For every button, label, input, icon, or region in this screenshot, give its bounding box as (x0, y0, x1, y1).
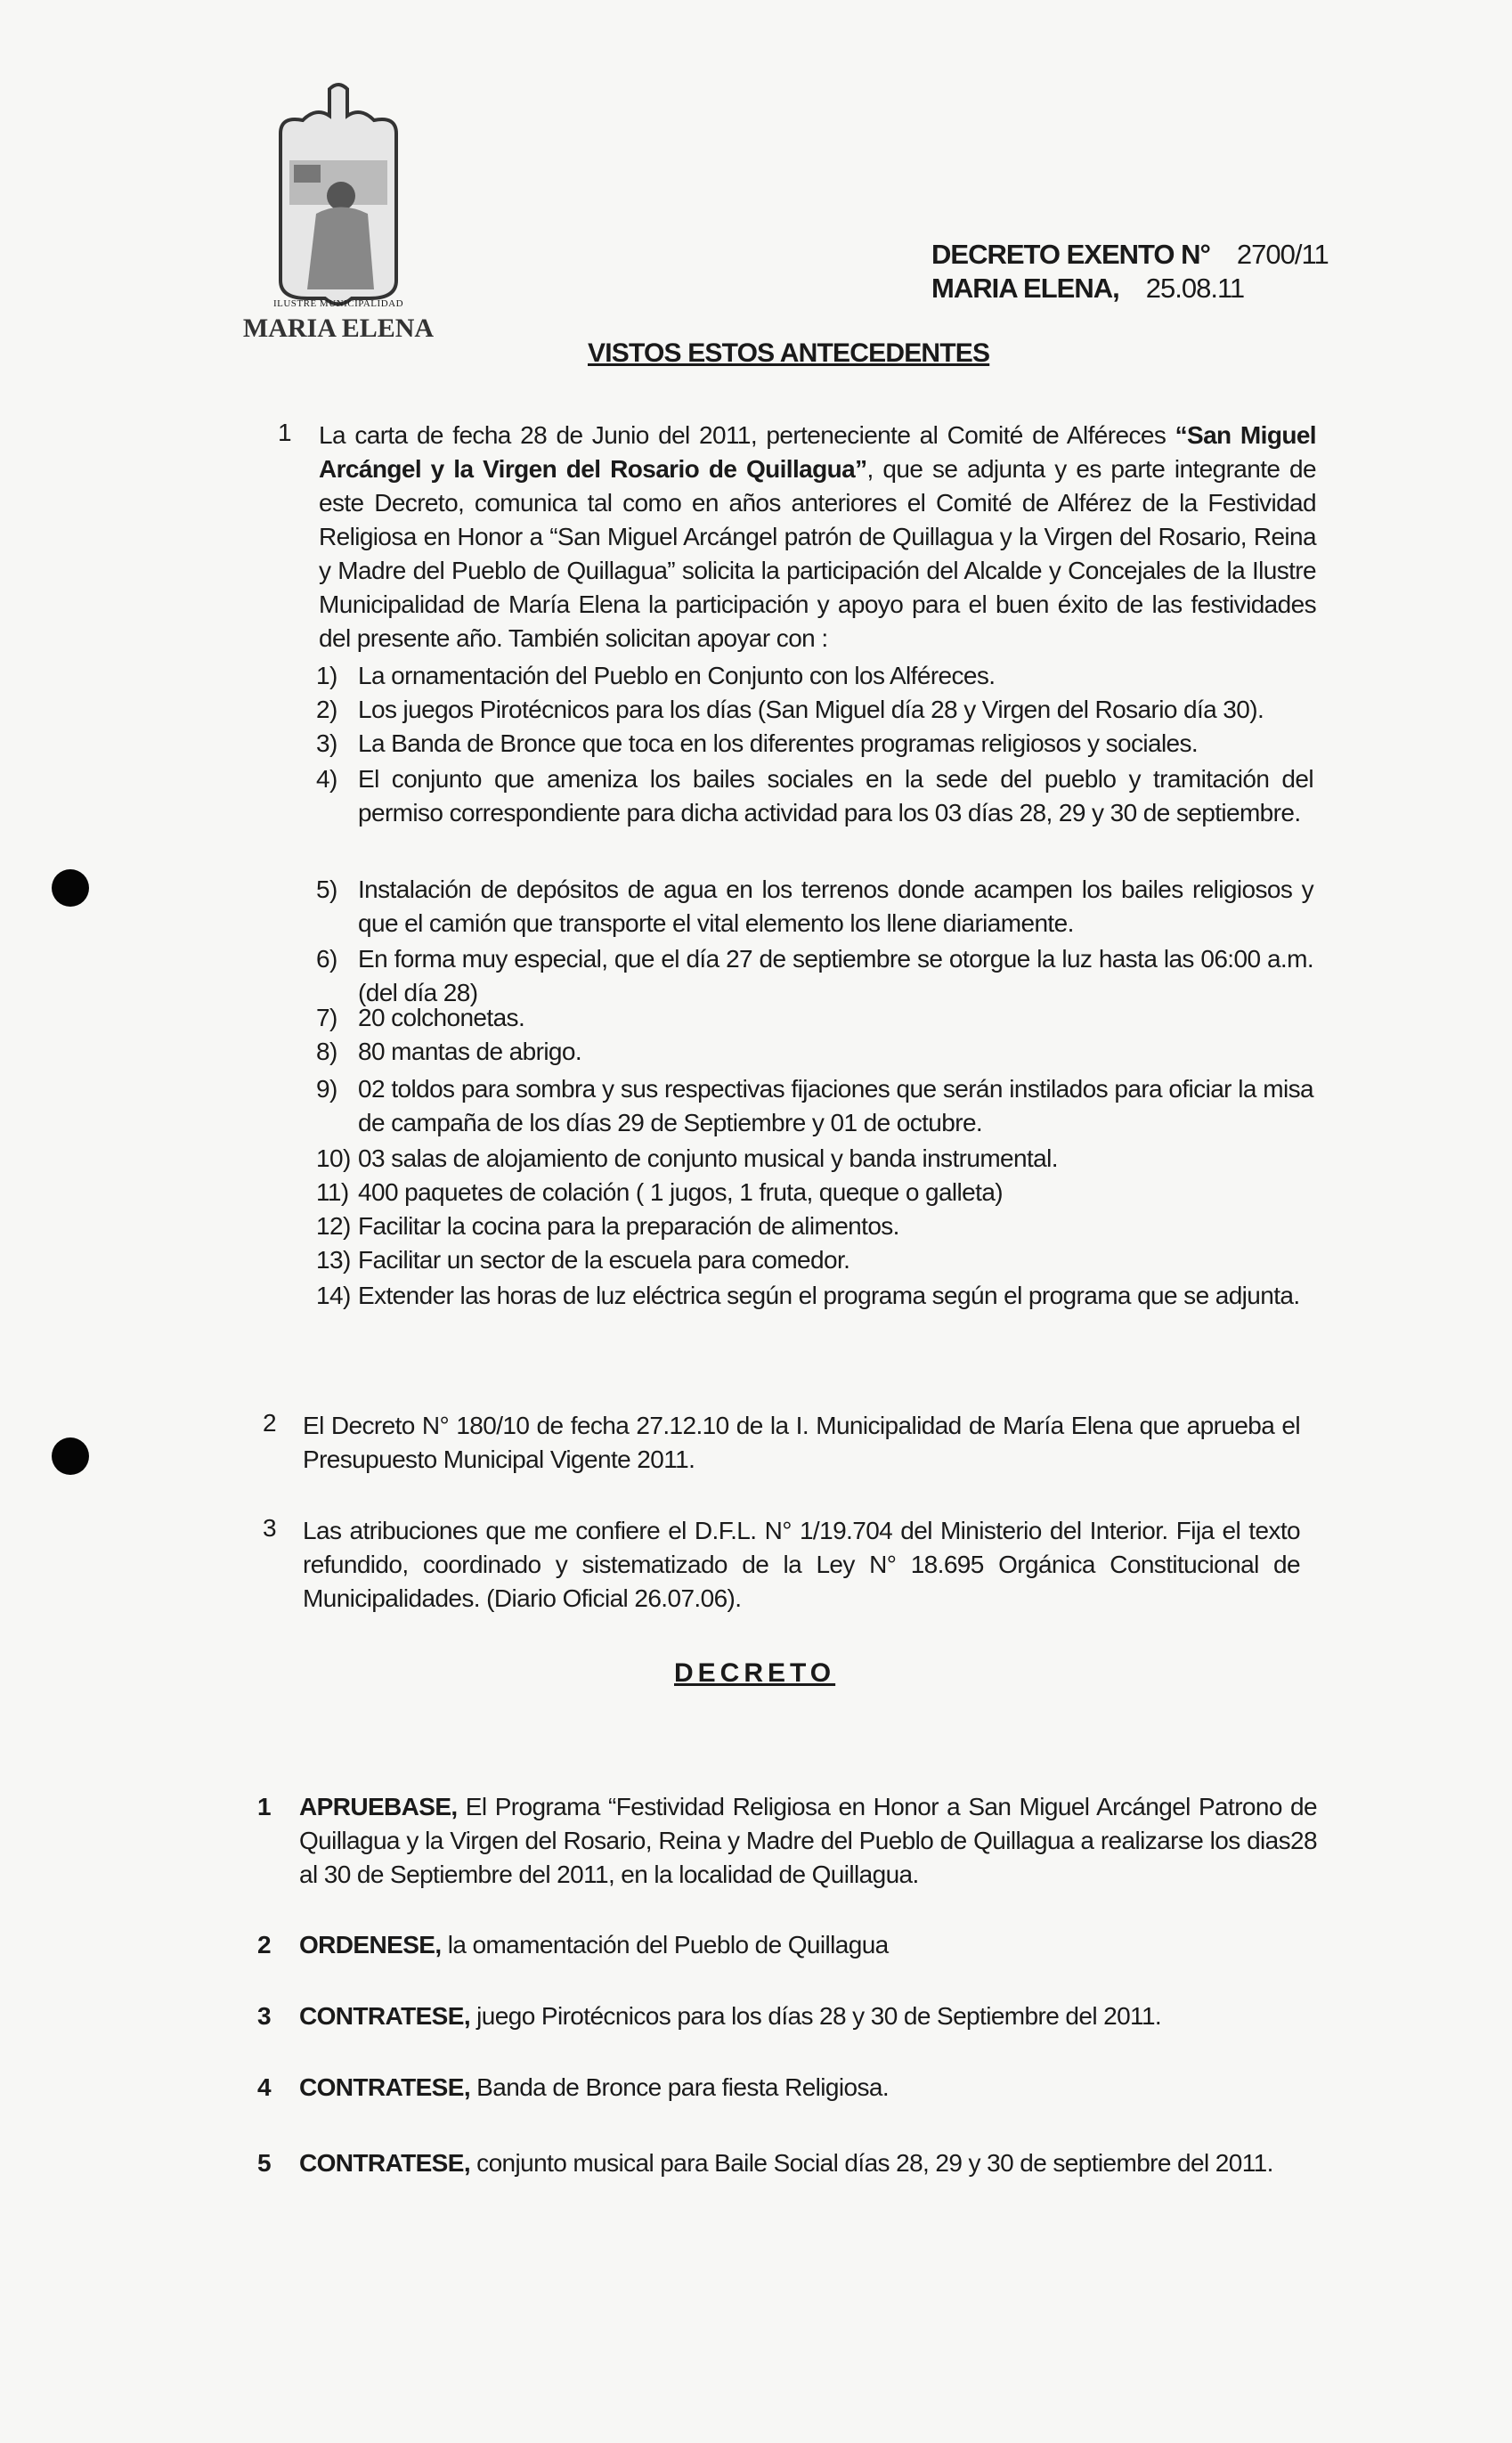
paragraph-text: La carta de fecha 28 de Junio del 2011, perteneciente al Comité de Alféreces (319, 421, 1175, 449)
article-verb: ORDENESE, (299, 1931, 442, 1958)
request-number: 2) (316, 696, 337, 723)
decree-article (257, 1999, 1317, 2033)
antecedente-paragraph: Las atribuciones que me confiere el D.F.L. N° 1/19.704 del Ministerio del Interior. Fija el texto refundido, coordinado y sistematizado de la Ley N° 18.695 Orgánica Constitucional de Municipalidades. (Diario Oficial 26.07.06). (303, 1517, 1300, 1612)
request-text: La Banda de Bronce que toca en los diferentes programas religiosos y sociales. (358, 729, 1199, 757)
article-number: 2 (257, 1931, 271, 1958)
logo-caption-name: MARIA ELENA (242, 314, 435, 343)
request-number: 14) (316, 1282, 351, 1309)
request-item (316, 1243, 1313, 1277)
antecedente-paragraph: El Decreto N° 180/10 de fecha 27.12.10 de la I. Municipalidad de María Elena que aprueba el Presupuesto Municipal Vigente 2011. (303, 1412, 1300, 1473)
place-label: MARIA ELENA, (931, 273, 1119, 304)
request-text: 400 paquetes de colación ( 1 jugos, 1 fruta, queque o galleta) (358, 1178, 1004, 1206)
request-item (316, 1035, 1313, 1069)
decree-article (257, 2146, 1317, 2180)
decree-date: 25.08.11 (1145, 273, 1245, 304)
request-number: 11) (316, 1178, 349, 1206)
request-number: 13) (316, 1246, 351, 1274)
request-number: 8) (316, 1038, 337, 1065)
decree-label: DECRETO EXENTO N° (931, 239, 1210, 270)
request-item (316, 1142, 1313, 1176)
article-text: Banda de Bronce para fiesta Religiosa. (470, 2073, 890, 2101)
place-date-line (931, 273, 1244, 305)
antecedente-number: 3 (263, 1514, 277, 1542)
request-number: 7) (316, 1004, 337, 1031)
request-text: Facilitar la cocina para la preparación de alimentos. (358, 1212, 899, 1240)
decreto-heading: DECRETO (674, 1658, 836, 1688)
paragraph-text: , que se adjunta y es parte integrante de este Decreto, comunica tal como en años anteriores el Comité de Alférez de la Festividad Religiosa en Honor a “San Miguel Arcángel patrón de Quillagua y la Virgen del Rosario, Reina y Madre del Pueblo de Quillagua” solicita la participación del Alcalde y Concejales de la Ilustre Municipalidad de María Elena la participación y apoyo para el buen éxito de las festividades del presente año. También solicitan apoyar con : (319, 455, 1316, 652)
request-text: 03 salas de alojamiento de conjunto musical y banda instrumental. (358, 1144, 1058, 1172)
municipality-crest-logo (263, 80, 414, 312)
request-number: 10) (316, 1144, 351, 1172)
request-number: 5) (316, 875, 337, 903)
request-item (316, 659, 1313, 693)
request-text: El conjunto que ameniza los bailes sociales en la sede del pueblo y tramitación del permiso correspondiente para dicha actividad para los 03 días 28, 29 y 30 de septiembre. (358, 765, 1313, 827)
article-verb: APRUEBASE, (299, 1793, 458, 1820)
request-text: En forma muy especial, que el día 27 de septiembre se otorgue la luz hasta las 06:00 a.m. (del día 28) (358, 945, 1313, 1006)
request-number: 12) (316, 1212, 351, 1240)
decree-article (257, 1928, 1317, 1962)
article-text: El Programa “Festividad Religiosa en Honor a San Miguel Arcángel Patrono de Quillagua y la Virgen del Rosario, Reina y Madre del Pueblo de Quillagua a realizarse los dias28 al 30 de Septiembre del 2011, en la localidad de Quillagua. (299, 1793, 1317, 1888)
article-text: la omamentación del Pueblo de Quillagua (441, 1931, 889, 1958)
request-item (316, 873, 1313, 941)
vistos-heading: VISTOS ESTOS ANTECEDENTES (588, 338, 990, 368)
committee-name: “San Miguel Arcángel y la Virgen del Rosario de Quillagua” (319, 421, 1316, 483)
article-number: 1 (257, 1793, 271, 1820)
request-text: 02 toldos para sombra y sus respectivas fijaciones que serán instilados para oficiar la misa de campaña de los días 29 de Septiembre y 01 de octubre. (358, 1075, 1313, 1136)
request-item (316, 1279, 1313, 1313)
punch-hole (52, 869, 89, 907)
article-verb: CONTRATESE, (299, 2002, 470, 2030)
antecedente-paragraph (319, 419, 1316, 656)
decree-number: 2700/11 (1236, 239, 1329, 270)
request-text: Extender las horas de luz eléctrica según el programa según el programa que se adjunta. (358, 1282, 1300, 1309)
article-number: 4 (257, 2073, 271, 2101)
punch-hole (52, 1437, 89, 1475)
request-number: 4) (316, 765, 337, 793)
article-verb: CONTRATESE, (299, 2073, 470, 2101)
request-item (316, 1001, 1313, 1035)
request-text: La ornamentación del Pueblo en Conjunto con los Alféreces. (358, 662, 996, 689)
request-item (316, 1176, 1313, 1209)
antecedente-number: 1 (278, 419, 292, 446)
article-verb: CONTRATESE, (299, 2149, 470, 2177)
request-item (316, 1072, 1313, 1140)
logo-caption-small: ILUSTRE MUNICIPALIDAD (272, 298, 404, 309)
request-item (316, 762, 1313, 830)
request-text: Instalación de depósitos de agua en los terrenos donde acampen los bailes religiosos y que el camión que transporte el vital elemento los llene diariamente. (358, 875, 1313, 937)
article-text: conjunto musical para Baile Social días 28, 29 y 30 de septiembre del 2011. (470, 2149, 1273, 2177)
request-item (316, 727, 1313, 761)
article-number: 5 (257, 2149, 271, 2177)
antecedente-number: 2 (263, 1409, 277, 1437)
request-number: 9) (316, 1075, 337, 1103)
request-text: Los juegos Pirotécnicos para los días (San Miguel día 28 y Virgen del Rosario día 30). (358, 696, 1264, 723)
decree-number-line (931, 239, 1329, 271)
decree-article (257, 1790, 1317, 1892)
request-number: 3) (316, 729, 337, 757)
request-number: 6) (316, 945, 337, 973)
article-number: 3 (257, 2002, 271, 2030)
request-text: 80 mantas de abrigo. (358, 1038, 582, 1065)
request-item (316, 942, 1313, 1010)
request-item (316, 693, 1313, 727)
article-text: juego Pirotécnicos para los días 28 y 30 de Septiembre del 2011. (470, 2002, 1162, 2030)
decree-article (257, 2071, 1317, 2105)
request-text: Facilitar un sector de la escuela para comedor. (358, 1246, 850, 1274)
request-number: 1) (316, 662, 337, 689)
request-text: 20 colchonetas. (358, 1004, 525, 1031)
request-item (316, 1209, 1313, 1243)
